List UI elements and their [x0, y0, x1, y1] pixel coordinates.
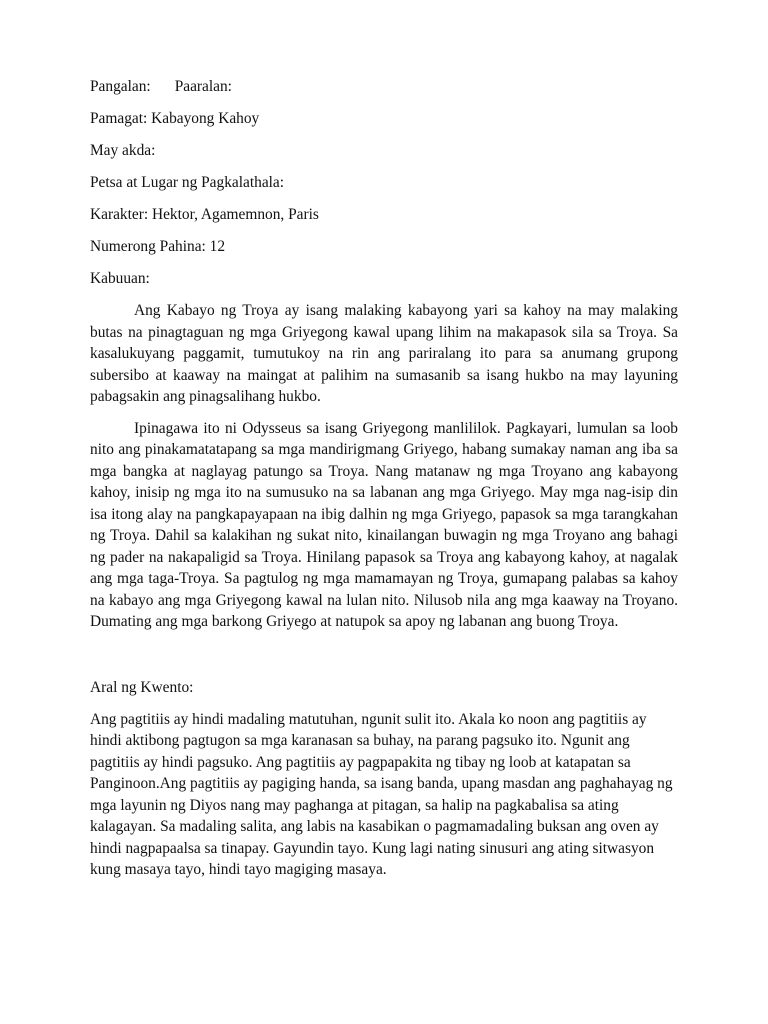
summary-paragraph-2: Ipinagawa ito ni Odysseus sa isang Griyegong manlililok. Pagkayari, lumulan sa loob nito ang pinakamatatapang sa mga mandirigmang Griyego, habang sumakay naman ang iba sa mga bangka at naglayag patungo sa Troya. Nang matanaw ng mga Troyano ang kabayong kahoy, inisip ng mga ito na sumusuko na sa labanan ang mga Griyego. May mga nag-isip din isa itong alay na pangkapayapaan na ibig dalhin ng mga Griyego, papasok sa mga tarangkahan ng Troya. Dahil sa kalakihan ng sukat nito, kinailangan buwagin ng mga Troyano ang bahagi ng pader na nakapaligid sa Troya. Hinilang papasok sa Troya ang kabayong kahoy, at nagalak ang mga taga-Troya. Sa pagtulog ng mga mamamayan ng Troya, gumapang palabas sa kahoy na kabayo ang mga Griyegong kawal na lulan nito. Nilusob nila ang mga kaaway na Troyano. Dumating ang mga barkong Griyego at natupok sa apoy ng labanan ang buong Troya. — [90, 419, 678, 630]
name-school-line — [90, 76, 678, 98]
author-field: May akda: — [90, 142, 156, 159]
title-field: Pamagat: Kabayong Kahoy — [90, 110, 260, 127]
lesson-paragraph: Ang pagtitiis ay hindi madaling matutuhan, ngunit sulit ito. Akala ko noon ang pagtitiis ay hindi aktibong pagtugon sa mga karanasan sa buhay, na parang pagsuko ito. Ngunit ang pagtitiis ay hindi pagsuko. Ang pagtitiis ay pagpapakita ng tibay ng loob at katapatan sa Panginoon.Ang pagtitiis ay pagiging handa, sa isang banda, upang masdan ang paghahayag ng mga layunin ng Diyos nang may paghanga at pitagan, sa halip na pagkabalisa sa ating kalagayan. Sa madaling salita, ang labis na kasabikan o pagmamadaling buksan ang oven ay hindi nagpapaalsa sa tinapay. Gayundin tayo. Kung lagi nating sinusuri ang ating sitwasyon kung masaya tayo, hindi tayo magiging masaya. — [90, 710, 673, 878]
page-count-field: Numerong Pahina: 12 — [90, 238, 226, 255]
publication-field: Petsa at Lugar ng Pagkalathala: — [90, 174, 285, 191]
document-page — [90, 76, 678, 891]
summary-heading: Kabuuan: — [90, 270, 150, 287]
pangalan-label: Pangalan: — [90, 78, 151, 95]
paaralan-label: Paaralan: — [174, 78, 232, 95]
lesson-heading: Aral ng Kwento: — [90, 678, 194, 696]
section-spacer — [90, 643, 678, 677]
characters-field: Karakter: Hektor, Agamemnon, Paris — [90, 206, 319, 223]
summary-paragraph-1: Ang Kabayo ng Troya ay isang malaking kabayong yari sa kahoy na may malaking butas na pinagtaguan ng mga Griyegong kawal upang lihim na makapasok sila sa Troya. Sa kasalukuyang paggamit, tumutukoy na rin ang pariralang ito para sa anumang grupong subersibo at kaaway na maingat at palihim na sumasanib sa isang hukbo na may layuning pabagsakin ang pinagsalihang hukbo. — [90, 302, 678, 405]
